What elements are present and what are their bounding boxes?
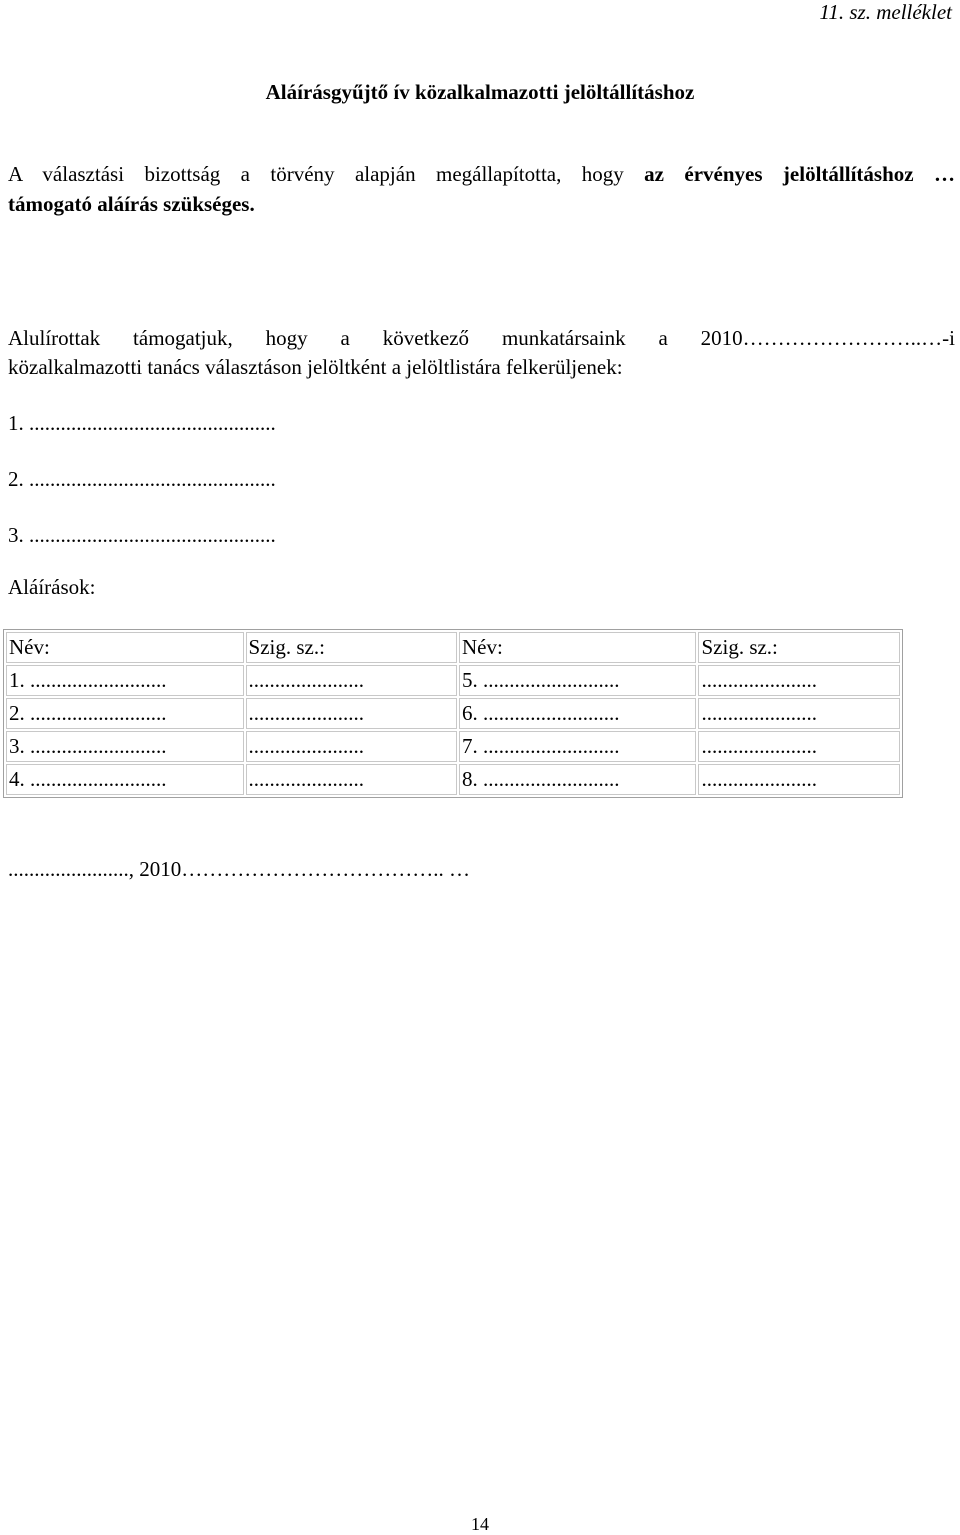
id-cell[interactable]: ...................... bbox=[246, 731, 457, 762]
support-line-2: közalkalmazotti tanács választáson jelöltként a jelöltlistára felkerüljenek: bbox=[8, 355, 623, 379]
support-line-1: Alulírottak támogatjuk, hogy a következő munkatársaink a 2010……………………..…-i bbox=[8, 326, 955, 350]
intro-line-1 bbox=[8, 162, 955, 187]
name-cell[interactable]: 3. .......................... bbox=[6, 731, 244, 762]
id-cell[interactable]: ...................... bbox=[246, 764, 457, 795]
intro-text: A választási bizottság a törvény alapján megállapította, hogy bbox=[8, 162, 645, 186]
table-header-row bbox=[6, 632, 900, 663]
intro-line-2: támogató aláírás szükséges. bbox=[8, 192, 255, 216]
id-cell[interactable]: ...................... bbox=[698, 731, 900, 762]
intro-bold-text: az érvényes jelöltállításhoz … bbox=[644, 162, 955, 186]
date-line[interactable]: ......................., 2010……………………………….. … bbox=[8, 857, 470, 881]
id-cell[interactable]: ...................... bbox=[698, 665, 900, 696]
name-cell[interactable]: 7. .......................... bbox=[459, 731, 697, 762]
header-id-2: Szig. sz.: bbox=[698, 632, 900, 663]
page-number: 14 bbox=[471, 1514, 489, 1534]
header-id-1: Szig. sz.: bbox=[246, 632, 457, 663]
table-row bbox=[6, 731, 900, 762]
id-cell[interactable]: ...................... bbox=[246, 698, 457, 729]
table-row bbox=[6, 764, 900, 795]
name-cell[interactable]: 6. .......................... bbox=[459, 698, 697, 729]
id-cell[interactable]: ...................... bbox=[698, 698, 900, 729]
page-title: Aláírásgyűjtő ív közalkalmazotti jelöltállításhoz bbox=[265, 80, 695, 104]
name-cell[interactable]: 2. .......................... bbox=[6, 698, 244, 729]
name-cell[interactable]: 4. .......................... bbox=[6, 764, 244, 795]
id-cell[interactable]: ...................... bbox=[246, 665, 457, 696]
signature-table bbox=[3, 629, 903, 798]
name-cell[interactable]: 5. .......................... bbox=[459, 665, 697, 696]
header-name-2: Név: bbox=[459, 632, 697, 663]
name-cell[interactable]: 1. .......................... bbox=[6, 665, 244, 696]
name-cell[interactable]: 8. .......................... bbox=[459, 764, 697, 795]
candidate-3-field[interactable]: 3. ............................................... bbox=[8, 523, 276, 547]
candidate-2-field[interactable]: 2. ............................................... bbox=[8, 467, 276, 491]
table-row bbox=[6, 665, 900, 696]
id-cell[interactable]: ...................... bbox=[698, 764, 900, 795]
annex-label: 11. sz. melléklet bbox=[819, 0, 952, 24]
header-name-1: Név: bbox=[6, 632, 244, 663]
signatures-label: Aláírások: bbox=[8, 575, 96, 599]
candidate-1-field[interactable]: 1. ............................................... bbox=[8, 411, 276, 435]
table-row bbox=[6, 698, 900, 729]
